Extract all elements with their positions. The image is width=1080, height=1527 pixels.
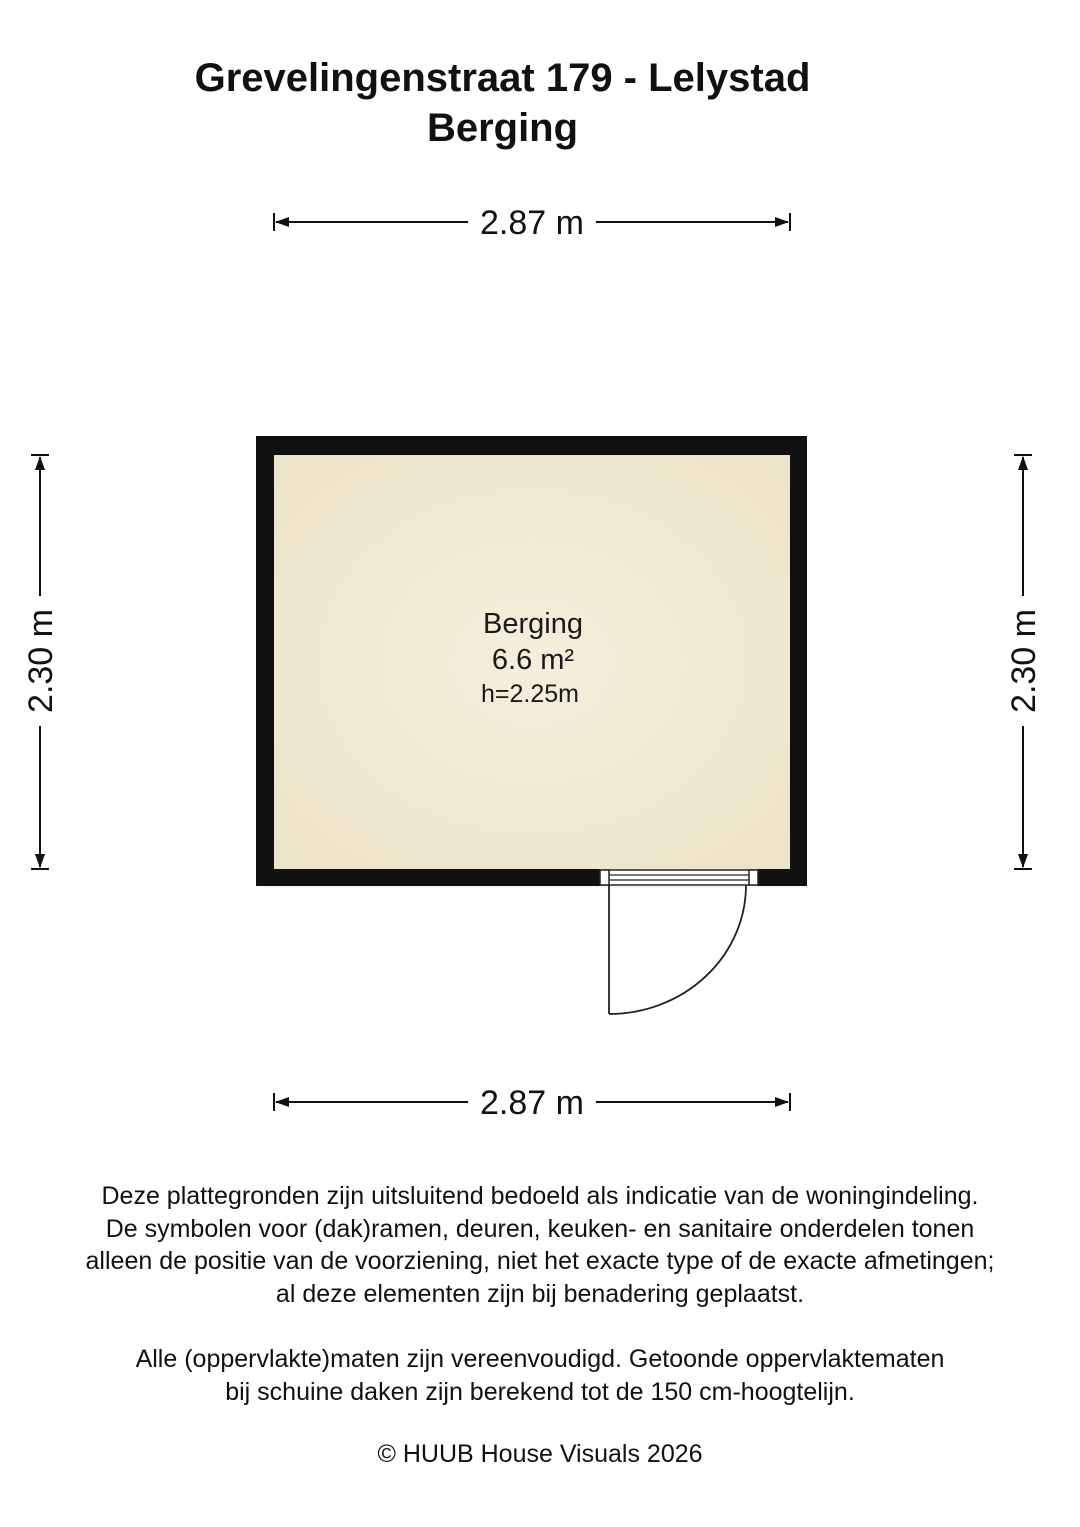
dimension-right (1005, 455, 1043, 869)
dimension-top-label: 2.87 m (480, 204, 584, 242)
disclaimer-line: al deze elementen zijn bij benadering geplaatst. (275, 1279, 805, 1308)
dimension-right-label: 2.30 m (1005, 609, 1043, 713)
disclaimer-line: bij schuine daken zijn berekend tot de 150 cm-hoogtelijn. (225, 1377, 855, 1406)
dimension-left-label: 2.30 m (22, 609, 60, 713)
disclaimer-paragraph-1 (0, 1180, 1080, 1310)
room-berging (256, 436, 807, 1014)
room-area: 6.6 m² (491, 644, 575, 676)
disclaimer-line: De symbolen voor (dak)ramen, deuren, keuken- en sanitaire onderdelen tonen (105, 1214, 975, 1243)
dimension-top (274, 204, 790, 242)
disclaimer-paragraph-2 (0, 1343, 1080, 1408)
copyright: © HUUB House Visuals 2026 (377, 1440, 703, 1468)
room-height: h=2.25m (481, 680, 579, 708)
room-name: Berging (483, 608, 583, 640)
disclaimer-line: alleen de positie van de voorziening, niet het exacte type of de exacte afmetingen; (85, 1247, 995, 1275)
dimension-bottom (274, 1084, 790, 1122)
door (609, 885, 746, 1014)
dimension-bottom-label: 2.87 m (480, 1084, 584, 1122)
disclaimer-line: Alle (oppervlakte)maten zijn vereenvoudigd. Getoonde oppervlaktematen (135, 1345, 945, 1373)
plan-title: Grevelingenstraat 179 - Lelystad (194, 56, 811, 100)
plan-subtitle: Berging (426, 106, 579, 150)
dimension-left (22, 455, 60, 869)
disclaimer-line: Deze plattegronden zijn uitsluitend bedoeld als indicatie van de woningindeling. (101, 1182, 979, 1210)
